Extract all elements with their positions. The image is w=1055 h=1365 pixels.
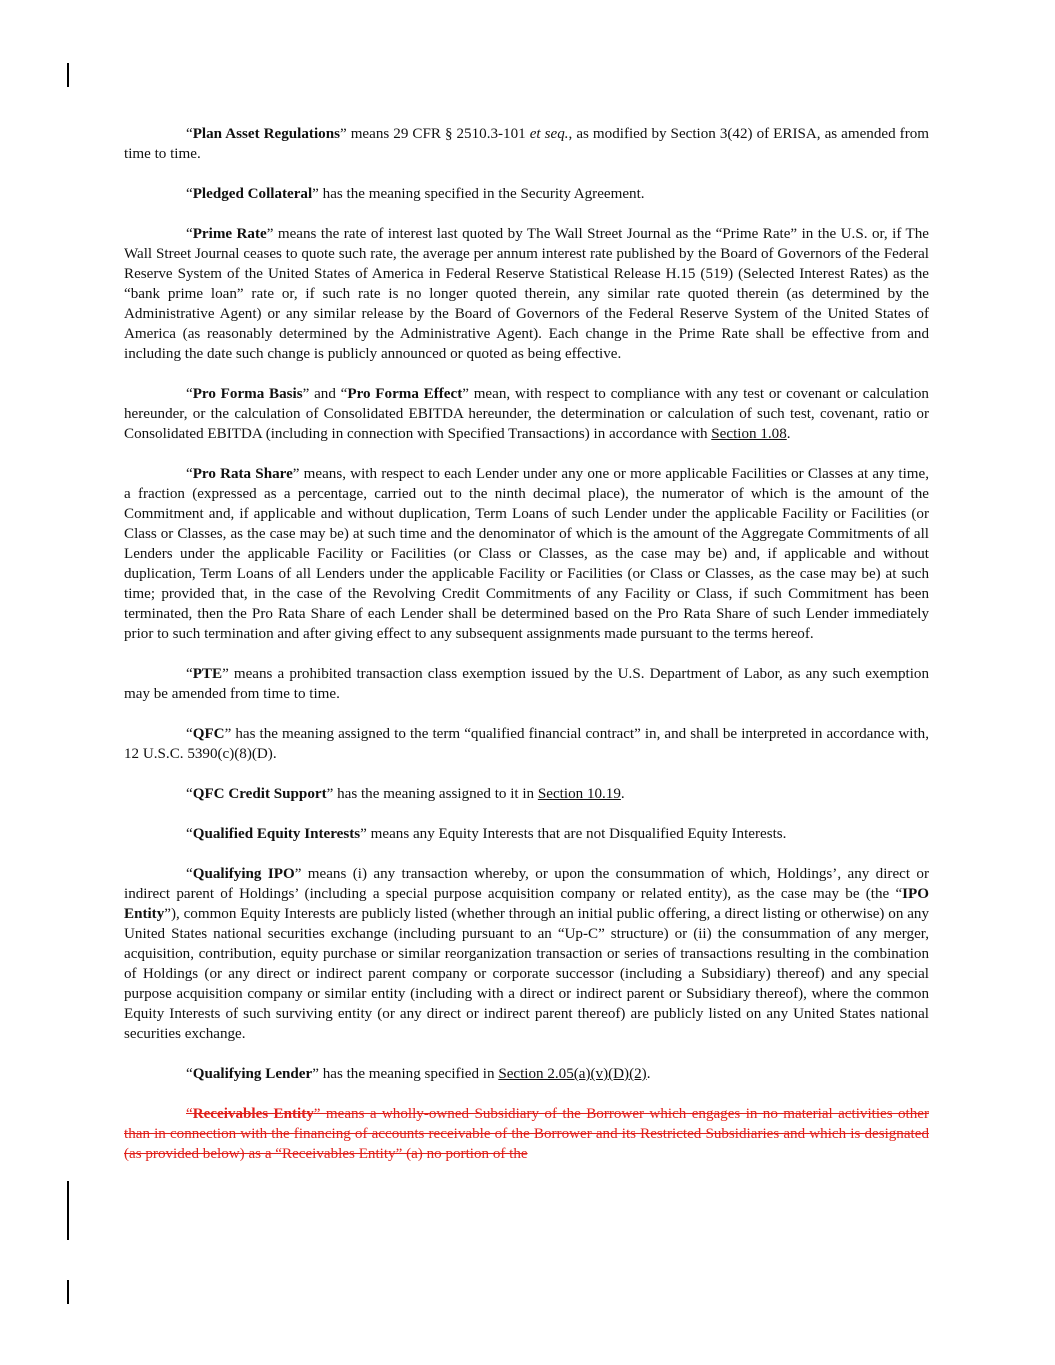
definition-text: , as modified by Section 3(42) of ERISA, as amended from time to time. — [124, 126, 930, 162]
definition-text: “ — [186, 386, 193, 402]
defined-term: Pledged Collateral — [192, 186, 313, 202]
definition-text: ” has the meaning specified in the Security Agreement. — [312, 186, 645, 202]
defined-term: QFC Credit Support — [192, 786, 327, 802]
defined-term: Plan Asset Regulations — [192, 126, 340, 142]
definition-text: . — [620, 786, 625, 802]
definition-text: ” means a wholly-owned Subsidiary of the Borrower which engages in no material activities other than in connection with the financing of accounts receivable of the Borrower and its Restricted Subsidiaries and which is designated (as provided below) as a “Receivables Entity” (a) no portion of the — [124, 1106, 929, 1162]
definition-text: ” means any Equity Interests that are not Disqualified Equity Interests. — [360, 826, 787, 842]
definition-text: . — [646, 1066, 651, 1082]
section-reference: Section 2.05(a)(v)(D)(2) — [498, 1066, 647, 1082]
change-bar-bottom — [67, 1280, 69, 1304]
defined-term: Receivables Entity — [192, 1106, 314, 1122]
definition-text: “ — [186, 826, 193, 842]
definition-pro-forma-basis — [124, 384, 929, 444]
document-page — [124, 124, 929, 1184]
defined-term: Prime Rate — [192, 226, 267, 242]
definition-pro-rata-share — [124, 464, 929, 644]
definition-text: “ — [186, 786, 193, 802]
definition-text: “ — [186, 186, 193, 202]
definition-text: ” means (i) any transaction whereby, or upon the consummation of which, Holdings’, any direct or indirect parent of Holdings’ (including a special purpose acquisition company or related entity), as the case may be (the “ — [124, 866, 929, 902]
section-reference: Section 10.19 — [537, 786, 621, 802]
change-bar-deleted-paragraph — [67, 1181, 69, 1240]
definition-text: ” means, with respect to each Lender under any one or more applicable Facilities or Classes at any time, a fraction (expressed as a percentage, carried out to the ninth decimal place), the numerator of which is the amount of the Commitment and, if applicable and without duplication, Term Loans of such Lender under the applicable Facility or Facilities (or Class or Classes, as the case may be) at such time and the denominator of which is the amount of the Aggregate Commitments of all Lenders under the applicable Facility or Facilities (or Class or Classes, as the case may be) and, if applicable and without duplication, Term Loans of all Lenders under the applicable Facility or Facilities (or Class or Classes, as the case may be) at such time; provided that, in the case of the Revolving Credit Commitments of any Facility or Class, if such Commitment has been terminated, then the Pro Rata Share of each Lender shall be determined based on the Pro Rata Share of such Lender immediately prior to such termination and after giving effect to any subsequent assignments made pursuant to the terms hereof. — [124, 466, 929, 642]
definition-text: ” and “ — [302, 386, 348, 402]
section-reference: Section 1.08 — [711, 426, 787, 442]
definition-text: ”), common Equity Interests are publicly listed (whether through an initial public offering, a direct listing or otherwise) on any United States national securities exchange (including pursuant to an “Up-C” structure) or (ii) the consummation of any merger, acquisition, contribution, equity purchase or similar reorganization transaction or series of transactions resulting in the combination of Holdings (or any direct or indirect parent company or corporate successor (including a Subsidiary) thereof) and any special purpose acquisition company or similar entity (including with a direct or indirect parent or Subsidiary thereof), where the common Equity Interests of such surviving entity (or any direct or indirect parent thereof) are publicly listed on any United States national securities exchange. — [124, 906, 929, 1042]
definition-pledged-collateral — [124, 184, 929, 204]
definition-qfc — [124, 724, 929, 764]
definition-text: “ — [186, 1106, 193, 1122]
definition-text: ” has the meaning assigned to it in — [326, 786, 538, 802]
definition-text: “ — [186, 866, 193, 882]
definition-receivables-entity — [124, 1104, 929, 1164]
definition-text: . — [786, 426, 791, 442]
definition-text: “ — [186, 226, 193, 242]
definition-text: “ — [186, 466, 193, 482]
italic-text: et seq. — [529, 126, 569, 142]
definition-text: ” means the rate of interest last quoted by The Wall Street Journal as the “Prime Rate” in the U.S. or, if The Wall Street Journal ceases to quote such rate, the average per annum interest rate published by the Board of Governors of the Federal Reserve System of the United States of America in Federal Reserve Statistical Release H.15 (519) (Selected Interest Rates) as the “bank prime loan” rate or, if such rate is no longer quoted therein, any similar rate quoted therein (as determined by the Administrative Agent) or any similar release by the Board of Governors of the Federal Reserve System of the United States of America (as reasonably determined by the Administrative Agent). Each change in the Prime Rate shall be effective from and including the date such change is publicly announced or quoted as being effective. — [124, 226, 929, 362]
defined-term: Pro Forma Effect — [347, 386, 463, 402]
definition-text: “ — [186, 1066, 193, 1082]
defined-term: Qualifying IPO — [192, 866, 295, 882]
definition-text: ” means 29 CFR § 2510.3-101 — [339, 126, 530, 142]
defined-term: Qualified Equity Interests — [192, 826, 361, 842]
definition-prime-rate — [124, 224, 929, 364]
defined-term: Pro Rata Share — [192, 466, 293, 482]
definition-text: ” has the meaning assigned to the term “qualified financial contract” in, and shall be interpreted in accordance with, 12 U.S.C. 5390(c)(8)(D). — [124, 726, 929, 762]
defined-term: Pro Forma Basis — [192, 386, 303, 402]
defined-term: Qualifying Lender — [192, 1066, 313, 1082]
definition-text: ” means a prohibited transaction class exemption issued by the U.S. Department of Labor, as any such exemption may be amended from time to time. — [124, 666, 929, 702]
defined-term: QFC — [192, 726, 225, 742]
definition-text: “ — [186, 126, 193, 142]
defined-term: PTE — [192, 666, 223, 682]
definition-plan-asset-regulations — [124, 124, 929, 164]
definition-pte — [124, 664, 929, 704]
definition-qualifying-ipo — [124, 864, 929, 1044]
definition-qualified-equity-interests — [124, 824, 929, 844]
definition-text: “ — [186, 666, 193, 682]
definition-text: ” has the meaning specified in — [312, 1066, 499, 1082]
definition-qfc-credit-support — [124, 784, 929, 804]
definition-text: “ — [186, 726, 193, 742]
definition-text: ” mean, with respect to compliance with any test or covenant or calculation hereunder, or the calculation of Consolidated EBITDA hereunder, the determination or calculation of such test, covenant, ratio or Consolidated EBITDA (including in connection with Specified Transactions) in accordance with — [124, 386, 929, 442]
change-bar-top — [67, 63, 69, 87]
defined-term: IPO Entity — [124, 886, 929, 922]
definition-qualifying-lender — [124, 1064, 929, 1084]
